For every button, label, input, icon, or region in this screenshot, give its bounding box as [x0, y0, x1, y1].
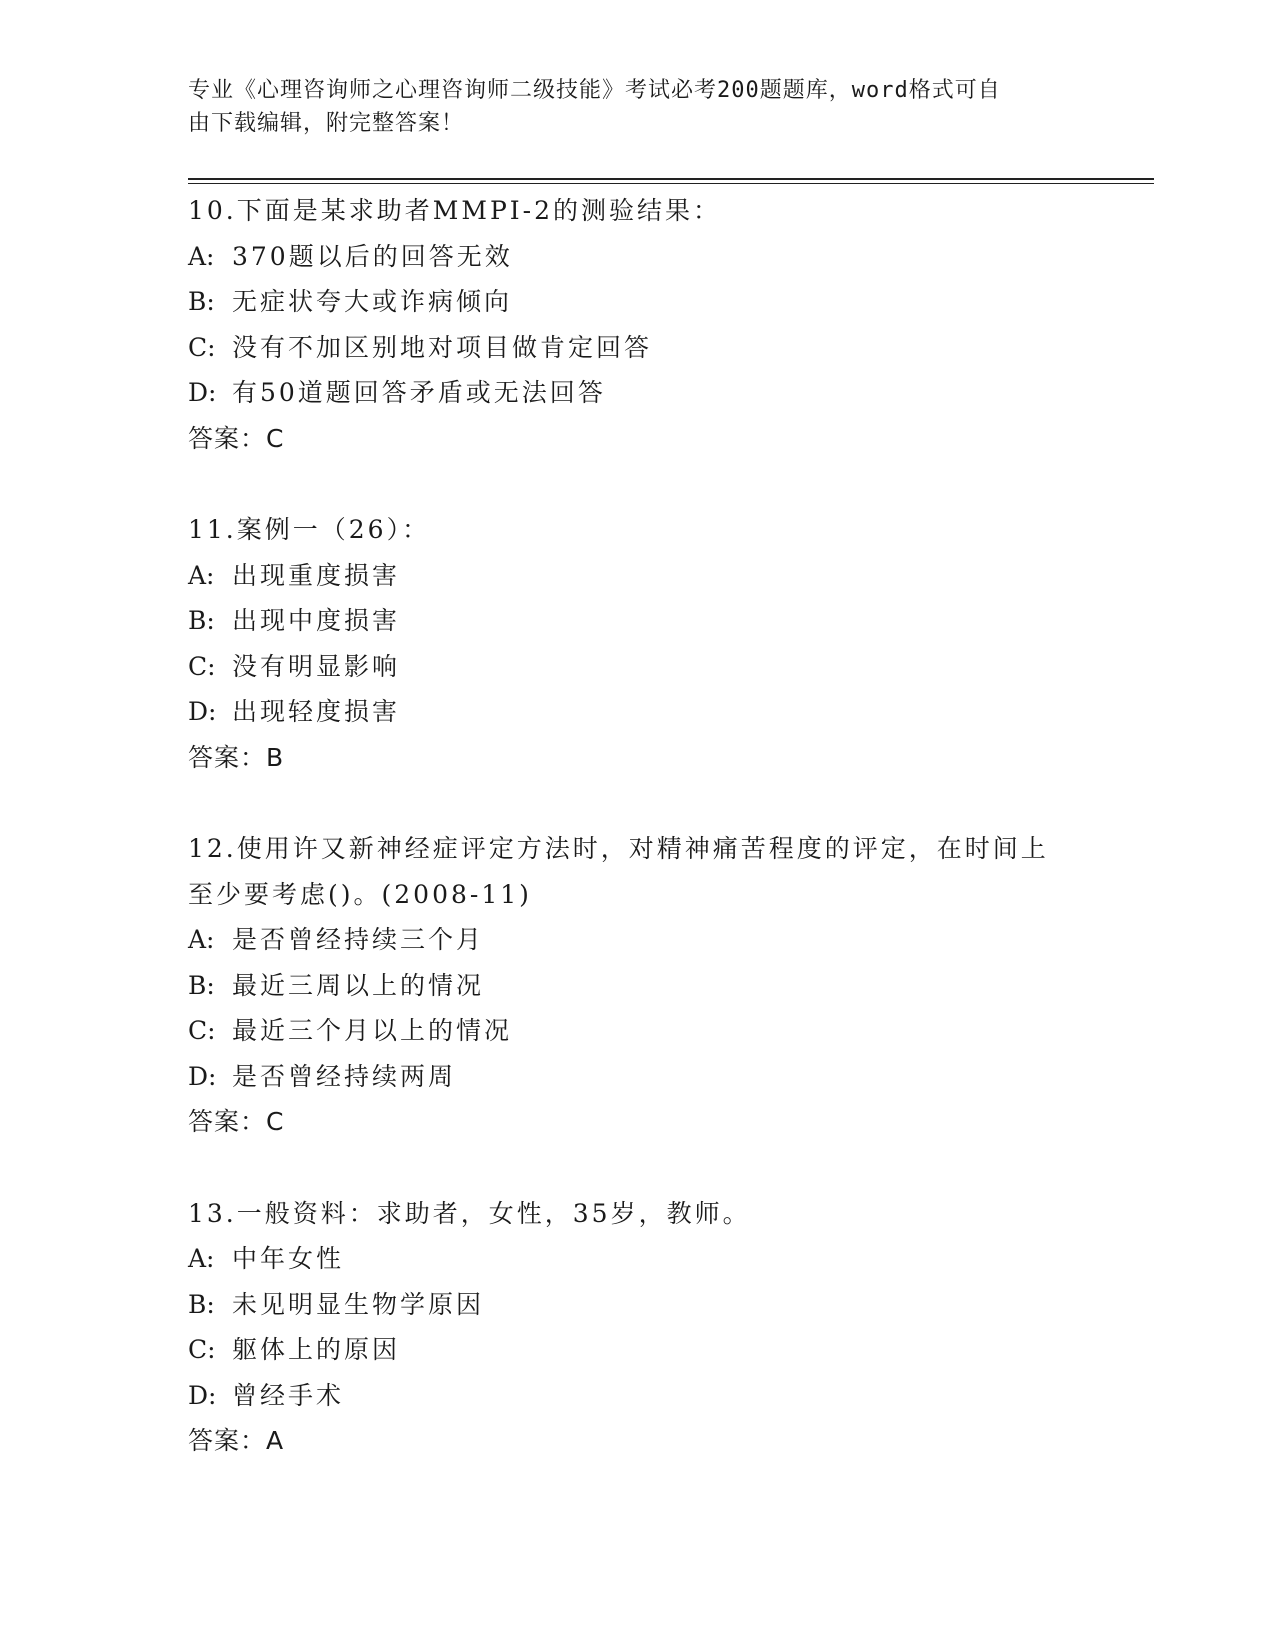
option-text: 是否曾经持续两周	[232, 1061, 457, 1091]
option-a	[188, 917, 1108, 963]
option-text: 未见明显生物学原因	[232, 1289, 485, 1319]
option-c	[188, 1327, 1108, 1373]
option-c	[188, 325, 1108, 371]
option-letter: A:	[188, 925, 215, 954]
header-line-2: 由下载编辑，附完整答案！	[188, 111, 465, 136]
option-letter: D:	[188, 378, 217, 407]
question-11	[188, 507, 1108, 780]
option-letter: D:	[188, 697, 217, 726]
question-10	[188, 188, 1108, 461]
option-a	[188, 234, 1108, 280]
header-divider-thin	[188, 183, 1154, 184]
option-text: 出现重度损害	[232, 560, 401, 590]
question-stem: 11.案例一（26）：	[188, 515, 431, 544]
option-letter: C:	[188, 1335, 216, 1364]
option-text: 有50道题回答矛盾或无法回答	[232, 378, 606, 407]
question-stem: 12.使用许又新神经症评定方法时，对精神痛苦程度的评定，在时间上	[188, 834, 1049, 863]
option-text: 曾经手术	[232, 1380, 345, 1410]
option-d	[188, 689, 1108, 735]
question-13	[188, 1191, 1108, 1464]
option-b	[188, 598, 1108, 644]
option-text: 出现轻度损害	[232, 697, 401, 726]
option-letter: D:	[188, 1380, 217, 1410]
answer-line: 答案：C	[188, 1107, 285, 1136]
answer-line: 答案：B	[188, 742, 285, 772]
question-stem: 13.一般资料：求助者，女性，35岁，教师。	[188, 1198, 751, 1228]
option-text: 躯体上的原因	[232, 1335, 401, 1364]
answer-line: 答案：A	[188, 1426, 285, 1455]
answer-line: 答案：C	[188, 423, 285, 453]
option-letter: A:	[188, 560, 215, 590]
option-c	[188, 1008, 1108, 1054]
question-list	[188, 188, 1108, 1510]
question-stem: 10.下面是某求助者MMPI-2的测验结果：	[188, 196, 722, 225]
option-a	[188, 1236, 1108, 1282]
option-text: 是否曾经持续三个月	[232, 925, 485, 954]
option-letter: D:	[188, 1061, 217, 1091]
question-stem-continued: 至少要考虑()。(2008-11)	[188, 879, 532, 909]
option-d	[188, 1373, 1108, 1419]
option-text: 中年女性	[232, 1244, 345, 1273]
option-text: 没有不加区别地对项目做肯定回答	[232, 332, 653, 362]
option-text: 没有明显影响	[232, 651, 401, 681]
option-d	[188, 1054, 1108, 1100]
option-text: 370题以后的回答无效	[232, 241, 513, 271]
option-b	[188, 1282, 1108, 1328]
option-a	[188, 553, 1108, 599]
option-b	[188, 279, 1108, 325]
option-letter: A:	[188, 241, 215, 271]
question-12	[188, 826, 1108, 1145]
header-divider-thick	[188, 178, 1154, 180]
option-letter: C:	[188, 332, 216, 362]
option-letter: C:	[188, 651, 216, 681]
option-d	[188, 370, 1108, 416]
option-text: 最近三周以上的情况	[232, 970, 485, 1000]
option-letter: A:	[188, 1244, 215, 1273]
option-letter: C:	[188, 1016, 216, 1045]
option-letter: B:	[188, 287, 215, 316]
option-text: 无症状夸大或诈病倾向	[232, 287, 513, 316]
option-letter: B:	[188, 970, 215, 1000]
option-b	[188, 963, 1108, 1009]
option-text: 最近三个月以上的情况	[232, 1016, 513, 1045]
option-c	[188, 644, 1108, 690]
option-text: 出现中度损害	[232, 606, 401, 635]
header-line-1: 专业《心理咨询师之心理咨询师二级技能》考试必考200题题库，word格式可自	[188, 78, 1001, 103]
option-letter: B:	[188, 606, 215, 635]
document-header	[188, 74, 1068, 140]
option-letter: B:	[188, 1289, 215, 1319]
